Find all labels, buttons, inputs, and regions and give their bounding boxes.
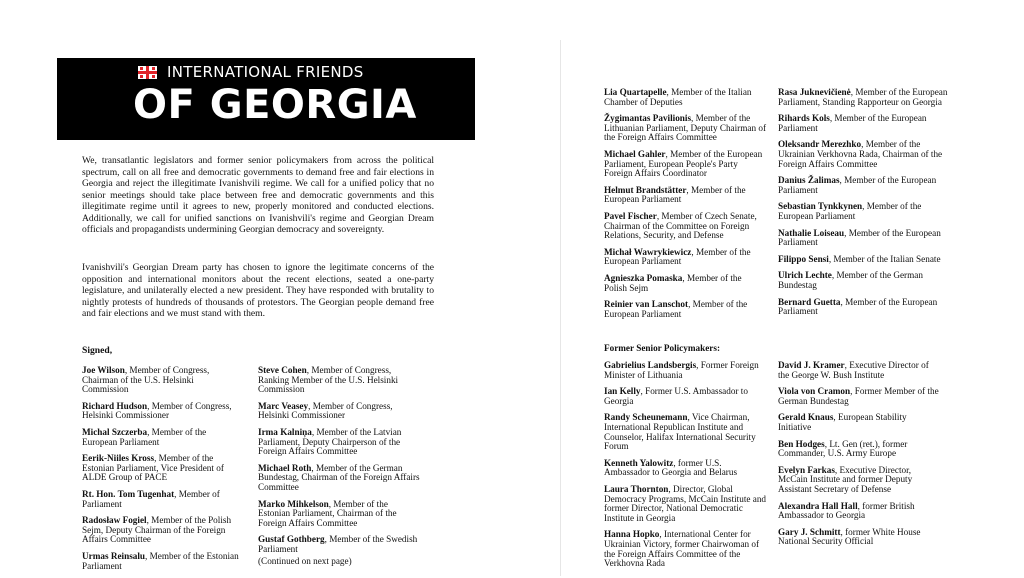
- signatory-name: Richard Hudson: [82, 400, 148, 411]
- signatory-title: , former U.S. Ambassador to Georgia and Belarus: [604, 457, 738, 478]
- signatory-entry: [778, 271, 950, 290]
- signatory-name: Randy Scheunemann: [604, 412, 688, 423]
- georgia-flag-icon: [138, 66, 157, 79]
- signatory-entry: [778, 114, 950, 133]
- signatory-entry: [778, 255, 950, 265]
- signatory-name: Gustaf Gothberg: [258, 534, 325, 545]
- header-banner: [57, 58, 475, 140]
- signatory-name: Viola von Cramon: [778, 386, 851, 397]
- signatory-name: Radosław Fogiel: [82, 515, 147, 526]
- signatory-title: , Former U.S. Ambassador to Georgia: [604, 386, 748, 406]
- signatory-title: , Executive Director of the George W. Bush Institute: [778, 360, 929, 380]
- signatory-entry: [604, 361, 766, 380]
- signatory-title: , Member of the European Parliament: [778, 201, 922, 221]
- signatory-name: Ulrich Lechte: [778, 270, 832, 281]
- signatory-title: , Member of the European Parliament: [778, 296, 938, 317]
- signatory-entry: [82, 402, 242, 421]
- signatory-title: , Member of the Lithuanian Parliament, Deputy Chairman of the Foreign Affairs Committee: [604, 113, 767, 143]
- page-divider: [560, 40, 561, 576]
- signatory-entry: [258, 535, 420, 554]
- signatory-entry: [82, 490, 242, 509]
- signatory-title: , Member of the European Parliament, European People's Party Foreign Affairs Coordinator: [604, 148, 763, 179]
- signatory-title: , Member of the European Parliament: [778, 227, 941, 248]
- signatory-title: , Member of Czech Senate, Chairman of the Committee on Foreign Relations, Security, and Defense: [604, 210, 757, 241]
- signatory-title: , former British Ambassador to Georgia: [778, 500, 915, 521]
- signatory-name: Rasa Juknevičienė: [778, 87, 851, 97]
- signatory-name: Michael Roth: [258, 462, 312, 473]
- signatory-title: , European Stability Initiative: [778, 412, 907, 432]
- signatory-title: , Member of the European Parliament: [604, 246, 751, 267]
- signatory-name: Žygimantas Pavilionis: [604, 113, 692, 124]
- signatory-entry: [258, 464, 420, 493]
- signatory-entry: [604, 530, 766, 568]
- signatory-title: , Member of the Polish Sejm, Deputy Chairman of the Foreign Affairs Committee: [82, 515, 232, 545]
- signatory-title: , Lt. Gen (ret.), former Commander, U.S. Army Europe: [778, 438, 908, 459]
- signatory-entry: [604, 150, 766, 179]
- former-policymakers-heading: Former Senior Policymakers:: [604, 343, 721, 353]
- signatory-title: , International Center for Ukrainian Victory, former Chairwoman of the Foreign Affairs Committee of the Verkhovna Rada: [604, 529, 760, 569]
- signatory-name: Helmut Brandstätter: [604, 184, 687, 195]
- signatory-entry: [778, 440, 940, 459]
- signatory-entry: [604, 413, 766, 451]
- signatory-title: , Member of the German Bundestag: [778, 270, 923, 290]
- signatory-name: Gerald Knaus: [778, 412, 834, 423]
- signatory-name: Rt. Hon. Tom Tugenhat: [82, 488, 175, 499]
- signatory-title: , Member of Congress, Chairman of the U.S. Helsinki Commission: [82, 365, 210, 395]
- signatory-entry: [258, 402, 420, 421]
- signatory-title: , Member of the Swedish Parliament: [258, 534, 418, 554]
- signatory-entry: [604, 186, 766, 205]
- signatory-title: , Member of the Ukrainian Verkhovna Rada, Chairman of the Foreign Affairs Committee: [778, 139, 943, 169]
- signatory-name: Bernard Guetta: [778, 296, 841, 307]
- signatory-name: Michael Gahler: [604, 148, 666, 159]
- signatory-name: Ben Hodges: [778, 438, 825, 449]
- signatory-name: Irma Kalniņa: [258, 426, 312, 437]
- signatory-name: Gabrielius Landsbergis: [604, 360, 697, 370]
- signatory-title: , Member of the European Parliament: [778, 113, 927, 133]
- signatory-name: Reinier van Lanschot: [604, 299, 689, 310]
- signatory-title: , Member of Congress, Helsinki Commissioner: [82, 400, 232, 421]
- signatory-name: Agnieszka Pomaska: [604, 272, 683, 283]
- signatory-entry: [604, 485, 766, 523]
- signatories-column-2: [258, 366, 420, 562]
- signatory-entry: [778, 528, 940, 547]
- signatory-title: , Member of the European Parliament: [604, 299, 748, 319]
- signatory-name: Filippo Sensi: [778, 253, 829, 264]
- signatory-entry: [778, 88, 950, 107]
- signatory-entry: [82, 516, 242, 545]
- signatory-entry: [258, 366, 420, 395]
- signatory-entry: [258, 500, 420, 529]
- former-column-2: [778, 361, 940, 554]
- signatory-entry: [258, 428, 420, 457]
- signatory-name: Ian Kelly: [604, 386, 641, 397]
- signatory-title: , Member of the European Parliament: [778, 175, 937, 195]
- signatory-title: , Vice Chairman, International Republican Institute and Counselor, Halifax International Security Forum: [604, 412, 756, 452]
- signatory-title: , Member of the European Parliament, Standing Rapporteur on Georgia: [778, 87, 948, 107]
- signatory-name: Nathalie Loiseau: [778, 227, 845, 238]
- signatory-name: Eerik-Niiles Kross: [82, 453, 155, 464]
- signatory-title: , Member of Parliament: [82, 488, 220, 509]
- signatory-name: Urmas Reinsalu: [82, 550, 146, 561]
- statement-paragraph-1: We, transatlantic legislators and former senior policymakers from across the political spectrum, call on all free and democratic governments to demand free and fair elections in Georgia and reject the illegitimate Ivanishvili regime. We call for a unified policy that no senior meetings should take place between free and democratic governments and this illegitimate regime until it agrees to new, properly monitored and conducted elections. Additionally, we call for unified sanctions on Ivanishvili's regime and Georgian Dream officials and propagandists undermining Georgian democracy and sovereignty.: [82, 155, 434, 235]
- signatory-entry: [778, 140, 950, 169]
- signatory-name: Alexandra Hall Hall: [778, 500, 858, 511]
- signatory-name: Danius Žalimas: [778, 175, 840, 186]
- signatory-name: Lia Quartapelle: [604, 87, 667, 97]
- signatory-entry: [604, 459, 766, 478]
- signatory-name: Evelyn Farkas: [778, 464, 835, 475]
- continued-note: (Continued on next page): [258, 556, 352, 566]
- signatory-title: , Member of the Italian Senate: [828, 253, 941, 264]
- signatory-name: Kenneth Yalowitz: [604, 457, 674, 468]
- signatory-title: , Executive Director, McCain Institute and former Deputy Assistant Secretary of Defense: [778, 464, 913, 494]
- signatory-name: Sebastian Tynkkynen: [778, 201, 863, 212]
- signatory-entry: [778, 387, 940, 406]
- statement-paragraph-2: Ivanishvili's Georgian Dream party has chosen to ignore the legitimate concerns of the opposition and international monitors about the recent elections, seated a one-party legislature, and unilaterally elected a new president. They have responded with brutality to nightly protests of hundreds of thousands of protestors. The Georgian people demand free and fair elections and we must stand with them.: [82, 262, 434, 319]
- signatory-entry: [778, 176, 950, 195]
- signatory-title: , former White House National Security Official: [778, 526, 921, 547]
- signatory-title: , Director, Global Democracy Programs, McCain Institute and former Director, National Democratic Institute in Georgia: [604, 483, 767, 523]
- signatory-entry: [604, 387, 766, 406]
- signatory-entry: [778, 202, 950, 221]
- signatory-entry: [778, 229, 950, 248]
- signatories-column-1: [82, 366, 242, 578]
- signatories-column-4: [778, 88, 950, 324]
- signatory-title: , Former Foreign Minister of Lithuania: [604, 360, 759, 380]
- signatory-entry: [778, 466, 940, 495]
- signatory-name: David J. Kramer: [778, 360, 845, 370]
- signatory-title: , Member of the Polish Sejm: [604, 272, 742, 293]
- signatories-column-3: [604, 88, 766, 326]
- signatory-entry: [82, 428, 242, 447]
- signatory-name: Gary J. Schmitt: [778, 526, 841, 537]
- signatory-name: Marc Veasey: [258, 400, 309, 411]
- signatory-name: Joe Wilson: [82, 365, 125, 375]
- header-title-line2: OF GEORGIA: [133, 82, 417, 128]
- signatory-entry: [82, 366, 242, 395]
- signatory-entry: [82, 552, 242, 571]
- signatory-title: , Member of the Italian Chamber of Deputies: [604, 87, 752, 107]
- signatory-name: Hanna Hopko: [604, 529, 660, 540]
- signatory-entry: [778, 298, 950, 317]
- signatory-name: Michal Szczerba: [82, 426, 148, 437]
- signatory-name: Rihards Kols: [778, 113, 830, 124]
- signatory-entry: [604, 88, 766, 107]
- signatory-entry: [778, 502, 940, 521]
- signatory-name: Michał Wawrykiewicz: [604, 246, 692, 257]
- signatory-title: , Member of the Estonian Parliament, Chairman of the Foreign Affairs Committee: [258, 498, 397, 528]
- signatory-title: , Member of the European Parliament: [604, 184, 746, 205]
- signatory-title: , Member of the German Bundestag, Chairman of the Foreign Affairs Committee: [258, 462, 420, 492]
- signatory-name: Oleksandr Merezhko: [778, 139, 862, 150]
- signatory-name: Laura Thornton: [604, 483, 669, 494]
- signatory-name: Steve Cohen: [258, 365, 307, 375]
- signatory-entry: [604, 114, 766, 143]
- signatory-title: , Member of Congress, Ranking Member of the U.S. Helsinki Commission: [258, 365, 399, 395]
- signatory-name: Marko Mihkelson: [258, 498, 329, 509]
- signatory-title: , Member of the Latvian Parliament, Deputy Chairperson of the Foreign Affairs Committee: [258, 426, 402, 457]
- signatory-title: , Member of the Estonian Parliament, Vice President of ALDE Group of PACE: [82, 453, 224, 483]
- signatory-entry: [778, 361, 940, 380]
- signatory-entry: [604, 212, 766, 241]
- signatory-title: , Member of the Estonian Parliament: [82, 550, 239, 571]
- signatory-title: , Member of Congress, Helsinki Commissioner: [258, 400, 393, 421]
- former-column-1: [604, 361, 766, 576]
- signatory-title: , Member of the European Parliament: [82, 426, 207, 447]
- signatory-name: Pavel Fischer: [604, 210, 657, 221]
- signatory-entry: [604, 248, 766, 267]
- signatory-entry: [82, 454, 242, 483]
- signatory-entry: [604, 274, 766, 293]
- signatory-entry: [604, 300, 766, 319]
- signed-label: Signed,: [82, 345, 113, 356]
- signatory-entry: [778, 413, 940, 432]
- signatory-title: , Former Member of the German Bundestag: [778, 386, 939, 406]
- header-title-line1: INTERNATIONAL FRIENDS: [167, 63, 364, 81]
